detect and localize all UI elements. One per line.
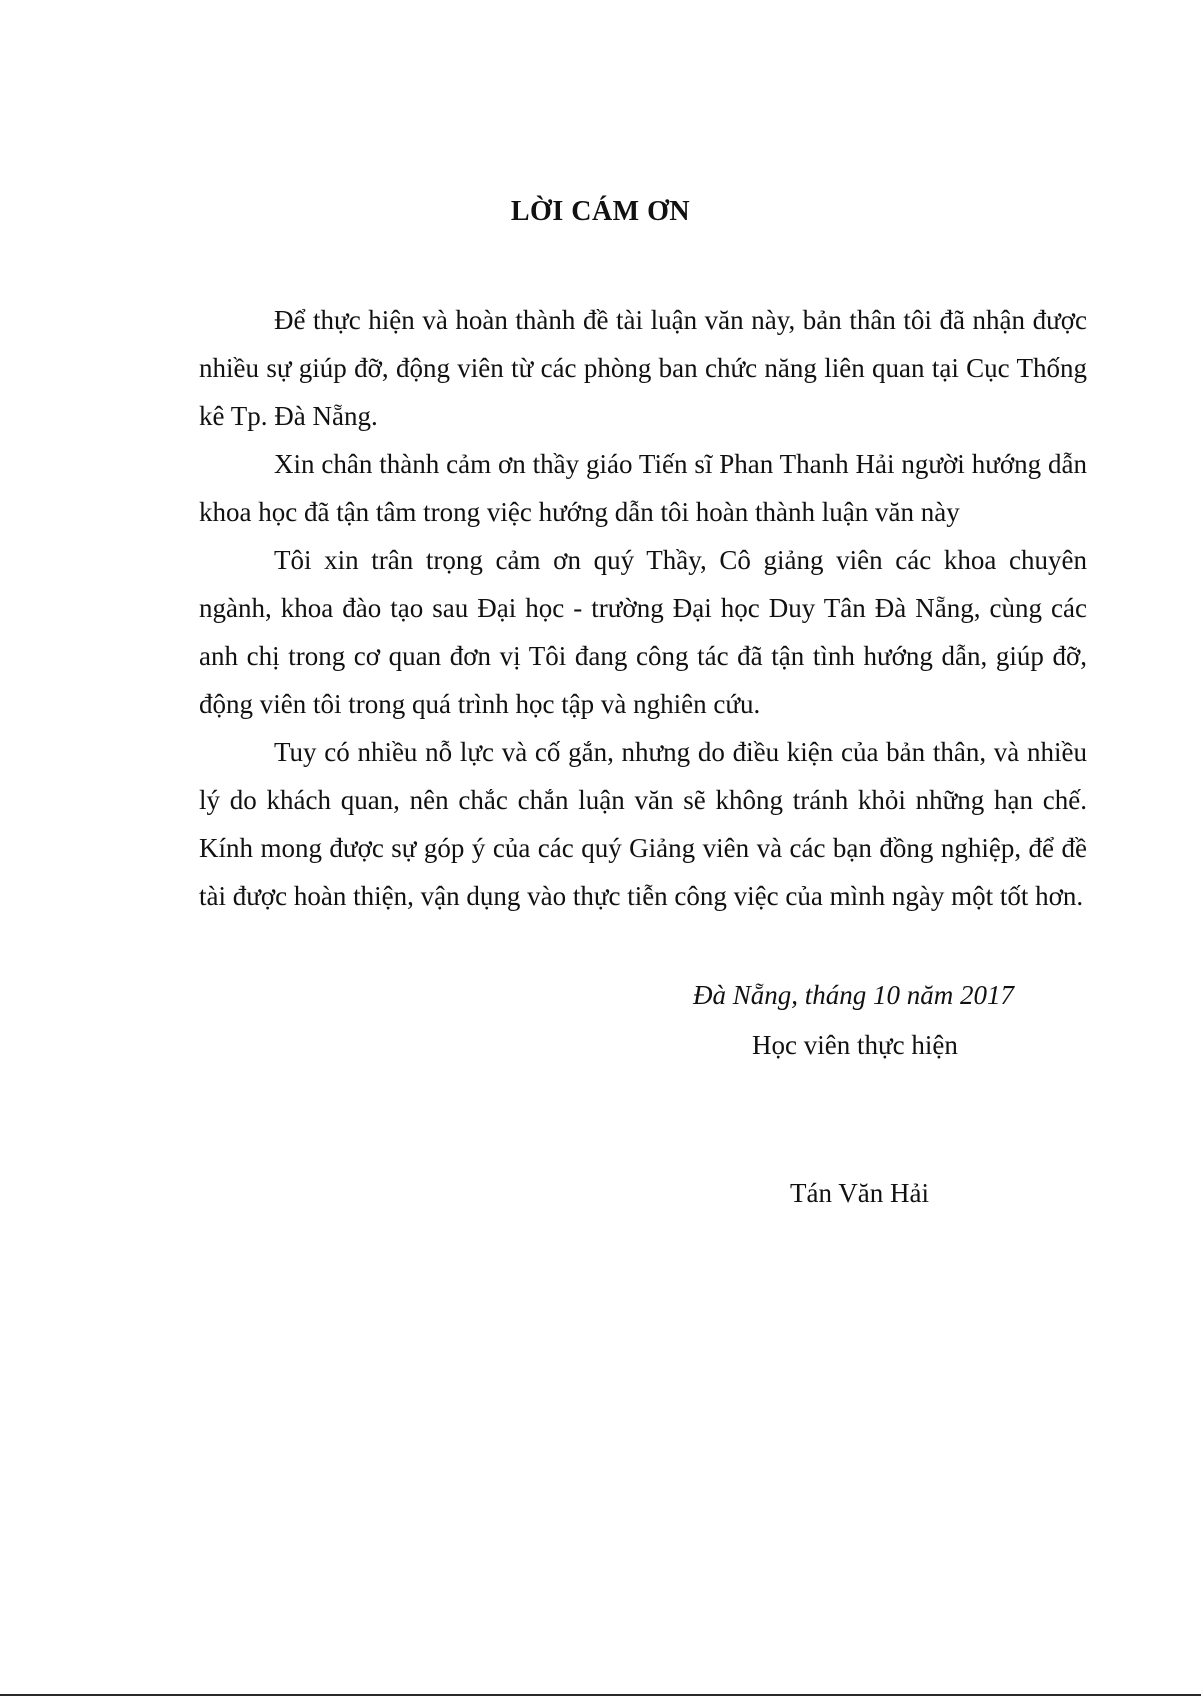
paragraph-4: Tuy có nhiều nỗ lực và cố gắn, nhưng do điều kiện của bản thân, và nhiều lý do khách quan, nên chắc chắn luận văn sẽ không tránh khỏi những hạn chế. Kính mong được sự góp ý của các quý Giảng viên và các bạn đồng nghiệp, để đề tài được hoàn thiện, vận dụng vào thực tiễn công việc của mình ngày một tốt hơn. — [199, 737, 1087, 911]
page-title: LỜI CÁM ƠN — [510, 196, 691, 227]
signature-name: Tán Văn Hải — [790, 1178, 929, 1208]
paragraph-3: Tôi xin trân trọng cảm ơn quý Thầy, Cô giảng viên các khoa chuyên ngành, khoa đào tạo sau Đại học - trường Đại học Duy Tân Đà Nẵng, cùng các anh chị trong cơ quan đơn vị Tôi đang công tác đã tận tình hướng dẫn, giúp đỡ, động viên tôi trong quá trình học tập và nghiên cứu. — [199, 545, 1087, 719]
signature-role: Học viên thực hiện — [752, 1030, 958, 1060]
paragraph-2: Xin chân thành cảm ơn thầy giáo Tiến sĩ Phan Thanh Hải người hướng dẫn khoa học đã tận tâm trong việc hướng dẫn tôi hoàn thành luận văn này — [199, 449, 1087, 527]
acknowledgement-body — [199, 296, 1087, 920]
signature-date-place: Đà Nẵng, tháng 10 năm 2017 — [693, 980, 1015, 1010]
paragraph-1: Để thực hiện và hoàn thành đề tài luận văn này, bản thân tôi đã nhận được nhiều sự giúp đỡ, động viên từ các phòng ban chức năng liên quan tại Cục Thống kê Tp. Đà Nẵng. — [199, 305, 1087, 431]
bottom-rule — [0, 1694, 1201, 1696]
